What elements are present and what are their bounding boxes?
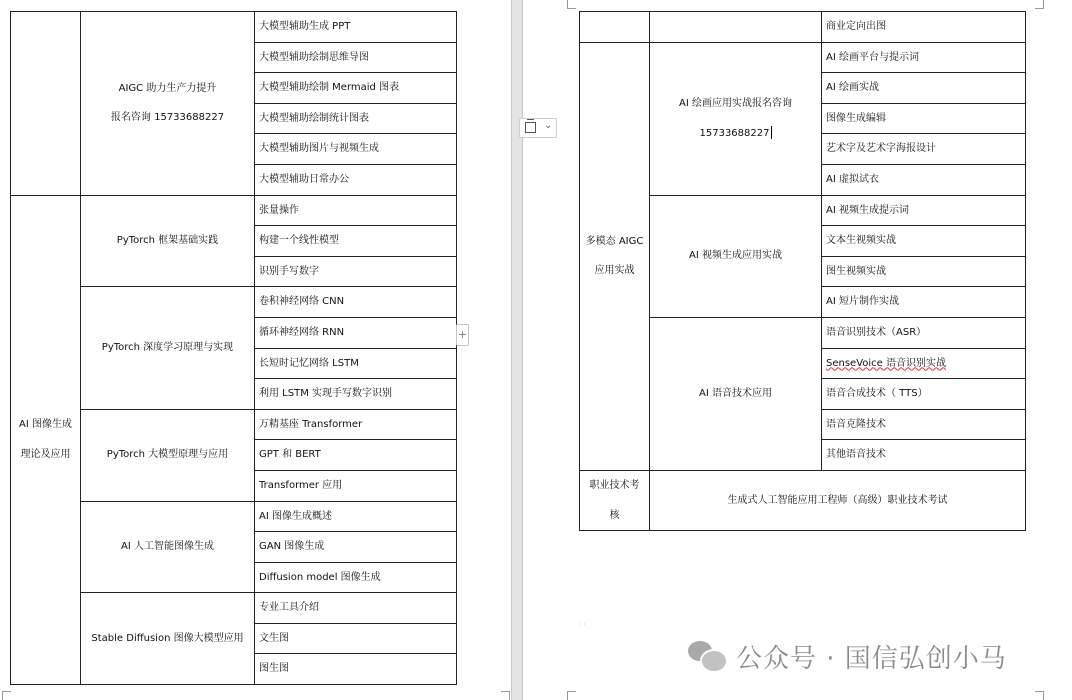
list-item[interactable]: 万精基座 Transformer — [255, 409, 457, 440]
list-item[interactable]: Diffusion model 图像生成 — [255, 562, 457, 593]
list-item[interactable]: AI 图像生成概述 — [255, 501, 457, 532]
group-contact: 15733688227 — [699, 127, 770, 139]
table-layout-icon — [525, 122, 536, 133]
list-item[interactable]: 张量操作 — [255, 195, 457, 226]
group-cell[interactable]: AI 人工智能图像生成 — [81, 501, 255, 593]
table-row — [580, 12, 1026, 43]
table-cell-empty — [650, 12, 822, 43]
list-item[interactable]: 商业定向出图 — [822, 12, 1026, 43]
table-row — [580, 470, 1026, 530]
list-item[interactable]: 文生图 — [255, 623, 457, 654]
table-row — [580, 42, 1026, 73]
list-item[interactable]: 利用 LSTM 实现手写数字识别 — [255, 379, 457, 410]
list-item[interactable]: 大模型辅助图片与视频生成 — [255, 134, 457, 165]
list-item[interactable]: 大模型辅助生成 PPT — [255, 12, 457, 43]
exam-label: 核 — [609, 509, 620, 521]
section-label: 应用实战 — [594, 265, 635, 277]
list-item[interactable]: GAN 图像生成 — [255, 532, 457, 563]
text-cursor — [771, 126, 772, 139]
spellcheck-text: SenseVoice 语音识别实战 — [826, 357, 946, 369]
list-item[interactable]: 识别手写数字 — [255, 256, 457, 287]
group-cell[interactable]: AI 语音技术应用 — [650, 317, 822, 470]
group-cell[interactable]: Stable Diffusion 图像大模型应用 — [81, 593, 255, 685]
list-item[interactable]: 大模型辅助绘制统计图表 — [255, 103, 457, 134]
group-cell[interactable]: AI 视频生成应用实战 — [650, 195, 822, 317]
margin-mark — [1035, 691, 1044, 700]
list-item[interactable]: 文本生视频实战 — [822, 226, 1026, 257]
group-cell[interactable]: PyTorch 大模型原理与应用 — [81, 409, 255, 501]
chevron-down-icon: ⌄ — [544, 120, 553, 131]
list-item[interactable]: 图生图 — [255, 654, 457, 685]
list-item[interactable]: 语音克隆技术 — [822, 409, 1026, 440]
margin-mark — [501, 691, 510, 700]
list-item[interactable]: 卷积神经网络 CNN — [255, 287, 457, 318]
list-item[interactable]: 大模型辅助绘制 Mermaid 图表 — [255, 73, 457, 104]
list-item[interactable]: 图像生成编辑 — [822, 103, 1026, 134]
watermark — [688, 636, 1007, 676]
list-item[interactable]: 大模型辅助绘制思维导图 — [255, 42, 457, 73]
table-layout-button[interactable] — [519, 118, 557, 138]
group-contact: 报名咨询 15733688227 — [110, 112, 225, 124]
list-item[interactable]: 图生视频实战 — [822, 256, 1026, 287]
group-cell[interactable]: PyTorch 深度学习原理与实现 — [81, 287, 255, 409]
margin-mark — [1035, 0, 1044, 9]
list-item[interactable]: 语音识别技术（ASR） — [822, 317, 1026, 348]
list-item[interactable]: AI 视频生成提示词 — [822, 195, 1026, 226]
section-cell-image[interactable] — [11, 195, 81, 685]
list-item[interactable]: 大模型辅助日常办公 — [255, 164, 457, 195]
group-cell[interactable]: PyTorch 框架基础实践 — [81, 195, 255, 287]
list-item[interactable]: Transformer 应用 — [255, 470, 457, 501]
group-cell-aigc[interactable] — [81, 12, 255, 196]
table-cell-empty — [11, 12, 81, 196]
list-item[interactable]: GPT 和 BERT — [255, 440, 457, 471]
list-item[interactable]: 艺术字及艺术字海报设计 — [822, 134, 1026, 165]
margin-mark — [567, 0, 576, 9]
list-item[interactable]: 循环神经网络 RNN — [255, 317, 457, 348]
exam-cell[interactable]: 生成式人工智能应用工程师（高级）职业技术考试 — [650, 470, 1026, 530]
list-item[interactable]: AI 短片制作实战 — [822, 287, 1026, 318]
list-item[interactable]: AI 绘画实战 — [822, 73, 1026, 104]
add-row-button[interactable]: + — [456, 324, 469, 346]
table-cell-empty — [580, 12, 650, 43]
margin-mark — [567, 691, 576, 700]
group-label: AIGC 助力生产力提升 — [118, 82, 217, 94]
list-item[interactable]: AI 绘画平台与提示词 — [822, 42, 1026, 73]
table-row — [11, 12, 457, 43]
course-table-right — [579, 11, 1026, 531]
list-item[interactable] — [822, 348, 1026, 379]
table-row — [11, 195, 457, 226]
section-label: 多模态 AIGC — [585, 235, 644, 247]
list-item[interactable]: AI 虚拟试衣 — [822, 164, 1026, 195]
group-label: AI 绘画应用实战报名咨询 — [679, 97, 792, 109]
wechat-icon — [688, 639, 728, 673]
exam-label: 职业技术考 — [589, 479, 640, 491]
list-item[interactable]: 长短时记忆网络 LSTM — [255, 348, 457, 379]
section-label: AI 图像生成 — [19, 419, 72, 431]
course-table-left — [10, 11, 457, 685]
list-item[interactable]: 其他语音技术 — [822, 440, 1026, 471]
stray-marks: · · — [578, 620, 586, 629]
watermark-text: 公众号 · 国信弘创小马 — [736, 643, 1007, 674]
group-cell-painting[interactable] — [650, 42, 822, 195]
margin-mark — [2, 691, 11, 700]
section-label: 理论及应用 — [20, 448, 71, 460]
page-gutter — [511, 0, 523, 700]
list-item[interactable]: 专业工具介绍 — [255, 593, 457, 624]
section-cell-multimodal[interactable] — [580, 42, 650, 470]
exam-label-cell[interactable] — [580, 470, 650, 530]
list-item[interactable]: 构建一个线性模型 — [255, 226, 457, 257]
list-item[interactable]: 语音合成技术（ TTS） — [822, 379, 1026, 410]
